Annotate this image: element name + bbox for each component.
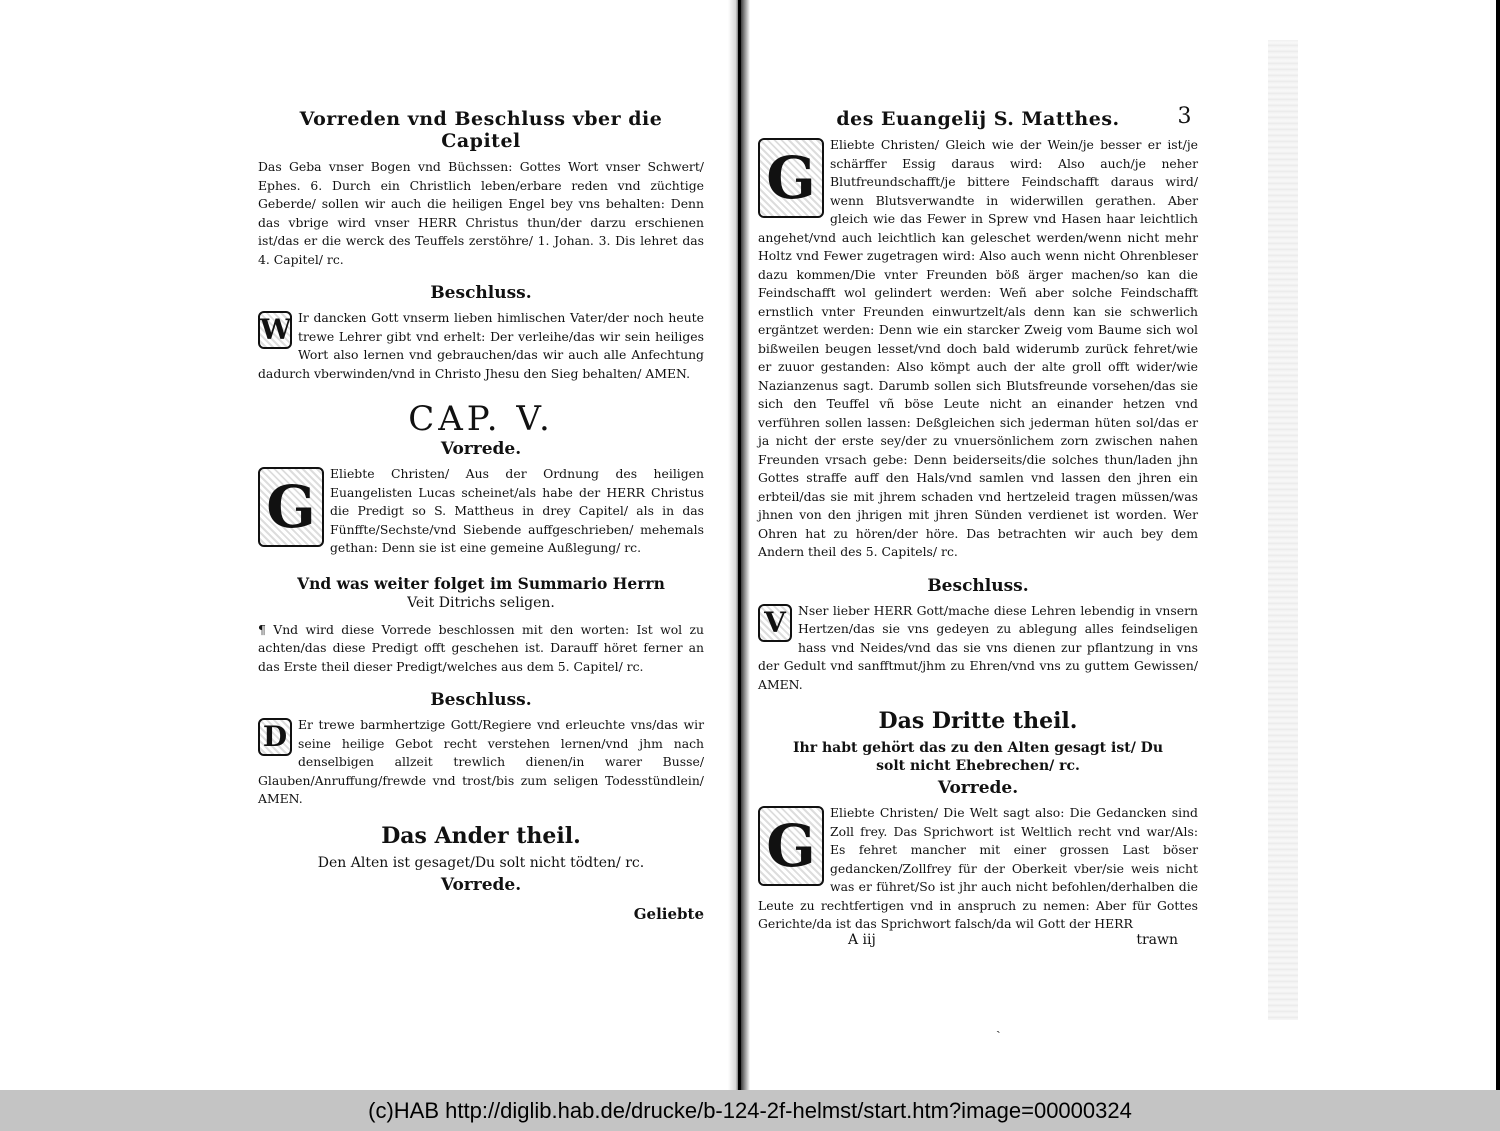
right-vorrede-heading: Vorrede.: [937, 778, 1019, 798]
ander-theil-subtitle: Den Alten ist gesaget/Du solt nicht tödten/ rc.: [317, 854, 645, 871]
left-page: [258, 100, 704, 923]
decorated-initial: G: [758, 138, 824, 218]
right-beschluss-text: Nser lieber HERR Gott/mache diese Lehren lebendig in vnsern Hertzen/das sie vns gedeyen zu ablegung alles feindseligen hass vnd Neides/vnd das sie vns dienen zur pflantzung in vns der Gedult vnd sanfftmut/jhm zu Ehren/vnd vns zu guttem Gewissen/ AMEN.: [758, 602, 1198, 692]
summario-line-1: Vnd was weiter folget im Summario Herrn: [297, 573, 665, 593]
summario-line-2: Veit Ditrichs seligen.: [407, 594, 555, 611]
vorrede-paragraph: [258, 465, 704, 558]
beschluss-paragraph-2: [258, 716, 704, 809]
right-catchword: trawn: [1136, 931, 1178, 948]
right-page: [758, 100, 1198, 948]
beschluss-heading-2: Beschluss.: [430, 690, 532, 710]
dritte-theil-subtitle-2: solt nicht Ehebrechen/ rc.: [876, 758, 1080, 774]
footer-link-text[interactable]: (c)HAB http://diglib.hab.de/drucke/b-124-2f-helmst/start.htm?image=00000324: [368, 1097, 1132, 1123]
vorrede-heading-2: Vorrede.: [440, 874, 522, 895]
vorrede-heading: Vorrede.: [440, 439, 522, 459]
left-intro-paragraph: Das Geba vnser Bogen vnd Büchssen: Gottes Wort vnser Schwert/ Ephes. 6. Durch ein Christlich leben/erbare reden vnd züchtige Geberde/ sollen wir auch die heiligen Engel bey vns behalten: Denn das vbrige wird vnser HERR Christus thun/der darzu erschienen ist/das er die werck des Teuffels zerstöhre/ 1. Johan. 3. Dis lehret das 4. Capitel/ rc.: [258, 159, 704, 267]
left-catchword: Geliebte: [633, 904, 704, 923]
right-running-head: [758, 104, 1198, 130]
beschluss-paragraph-1: [258, 309, 704, 383]
chapter-title: CAP. V.: [408, 399, 554, 439]
dritte-theil-heading: Das Dritte theil.: [878, 708, 1078, 734]
decorated-initial: G: [758, 806, 824, 886]
running-head-text: des Euangelij S. Matthes.: [836, 108, 1120, 130]
page-number: 3: [1177, 104, 1192, 129]
right-beschluss-heading: Beschluss.: [927, 575, 1029, 596]
decorated-initial: V: [758, 604, 792, 642]
right-paragraph-1-text: Eliebte Christen/ Gleich wie der Wein/je besser er ist/je schärffer Essig daraus wird: Also auch/je neher Blutfreundschafft/je bittere Feindschafft daraus wird/ wenn Blutsverwandte in widerwillen gerathen. Aber gleich wie das Fewer in Sprew vnd Hasen haar leichtlich angehet/vnd auch leichtlich kan geleschet werden/wenn nicht mehr Holtz vnd Fewer zugetragen wird: Also auch wenn nicht Ohrenbleser dazu kommen/Die vnter Freunden böß ärger machen/so kan die Feindschafft wol gelindert werden: Weñ aber solche Feindschafft ernstlich vnter Freunden einwurtzelt/als denn kan sie schwerlich ergäntzet werden: Denn wie ein starcker Zweig vom Baume sich wol bißweilen beugen lesset/vnd doch bald widerumb zurück fehret/wie er zuuor gestanden: Also kömpt auch der alte groll offt wider/wie Nazianzenus sagt. Darumb sollen sich Blutsfreunde vorsehen/das sie sich den Teuffel vñ böse Leute nicht an einander hetzen vnd verführen sollen lassen: Deßgleichen sich jederman hüten sol/das er ja nicht der erste sey/der zu vnuersönlichem zorn zwischen nahen Freunden vrsach gebe: Denn beiderseits/die solches thun/laden jhn Gottes straffe auff den Hals/vnd samlen vnd lassen den jhren ein erbteil/das sie mit jhrem schaden vnd hertzeleid tragen müssen/was jhnen von den jhrigen mit jhren Sünden verdienet ist worden. Wer Ohren hat zu hören/der höre. Das betrachten wir auch bey dem Andern theil des 5. Capitels/ rc.: [758, 137, 1198, 559]
beschluss-text-1: Ir dancken Gott vnserm lieben himlischen Vater/der noch heute trewe Lehrer gibt vnd erhelt: Der verleihe/das wir sein heiliges Wort also lernen vnd gebrauchen/das wir auch alle Anfechtung dadurch vberwinden/vnd in Christo Jhesu den Sieg behalten/ AMEN.: [258, 310, 704, 381]
decorated-initial: G: [258, 467, 324, 547]
right-paragraph-1: [758, 136, 1198, 562]
ander-theil-heading: Das Ander theil.: [381, 822, 581, 849]
vorrede-text: Eliebte Christen/ Aus der Ordnung des heiligen Euangelisten Lucas scheinet/als habe der HERR Christus die Predigt so S. Mattheus in drey Capitel/ als in das Fünffte/Sechste/vnd Siebende auffgeschrieben/ mehemals gethan: Denn sie ist eine gemeine Außlegung/ rc.: [330, 466, 704, 555]
gutter-fold-line: [738, 0, 741, 1090]
signature-mark: A iij: [848, 931, 876, 948]
scan-border: [1496, 0, 1500, 1090]
copyright-footer: [0, 1090, 1500, 1131]
page-edge-stack: [1268, 40, 1298, 1020]
beschluss-heading-1: Beschluss.: [430, 283, 532, 303]
beschluss-text-2: Er trewe barmhertzige Gott/Regiere vnd erleuchte vns/das wir seine heilige Gebot recht verstehen lernen/vnd jhm nach denselbigen allzeit trewlich dienen/in warer Busse/ Glauben/Anruffung/frewde vnd trost/bis zum seligen Todesstündlein/ AMEN.: [258, 717, 704, 806]
right-beschluss-paragraph: [758, 602, 1198, 695]
decorated-initial: D: [258, 718, 292, 756]
closing-paragraph: ¶ Vnd wird diese Vorrede beschlossen mit den worten: Ist wol zu achten/das diese Predigt offt geschehen ist. Darauff höret ferner an das Erste theil dieser Predigt/welches aus dem 5. Capitel/ rc.: [258, 621, 704, 674]
stray-mark: ˎ: [996, 1018, 1001, 1034]
signature-line: [758, 932, 1198, 948]
right-paragraph-2: [758, 804, 1198, 934]
left-running-head: Vorreden vnd Beschluss vber die Capitel: [299, 108, 663, 152]
dritte-theil-subtitle-1: Ihr habt gehört das zu den Alten gesagt ist/ Du: [792, 740, 1163, 756]
right-paragraph-2-text: Eliebte Christen/ Die Welt sagt also: Die Gedancken sind Zoll frey. Das Sprichwort ist Weltlich recht vnd war/Als: Es fehret mancher mit einer grossen Last böser gedancken/Zollfrey für der Oberkeit vber/sie weis nicht was er führet/So ist jhr auch nicht befohlen/derhalben die Leute zu rechtfertigen vnd in anspruch zu nemen: Aber für Gottes Gerichte/da ist das Sprichwort falsch/da wil Gott der HERR: [758, 805, 1198, 931]
decorated-initial: W: [258, 311, 292, 349]
